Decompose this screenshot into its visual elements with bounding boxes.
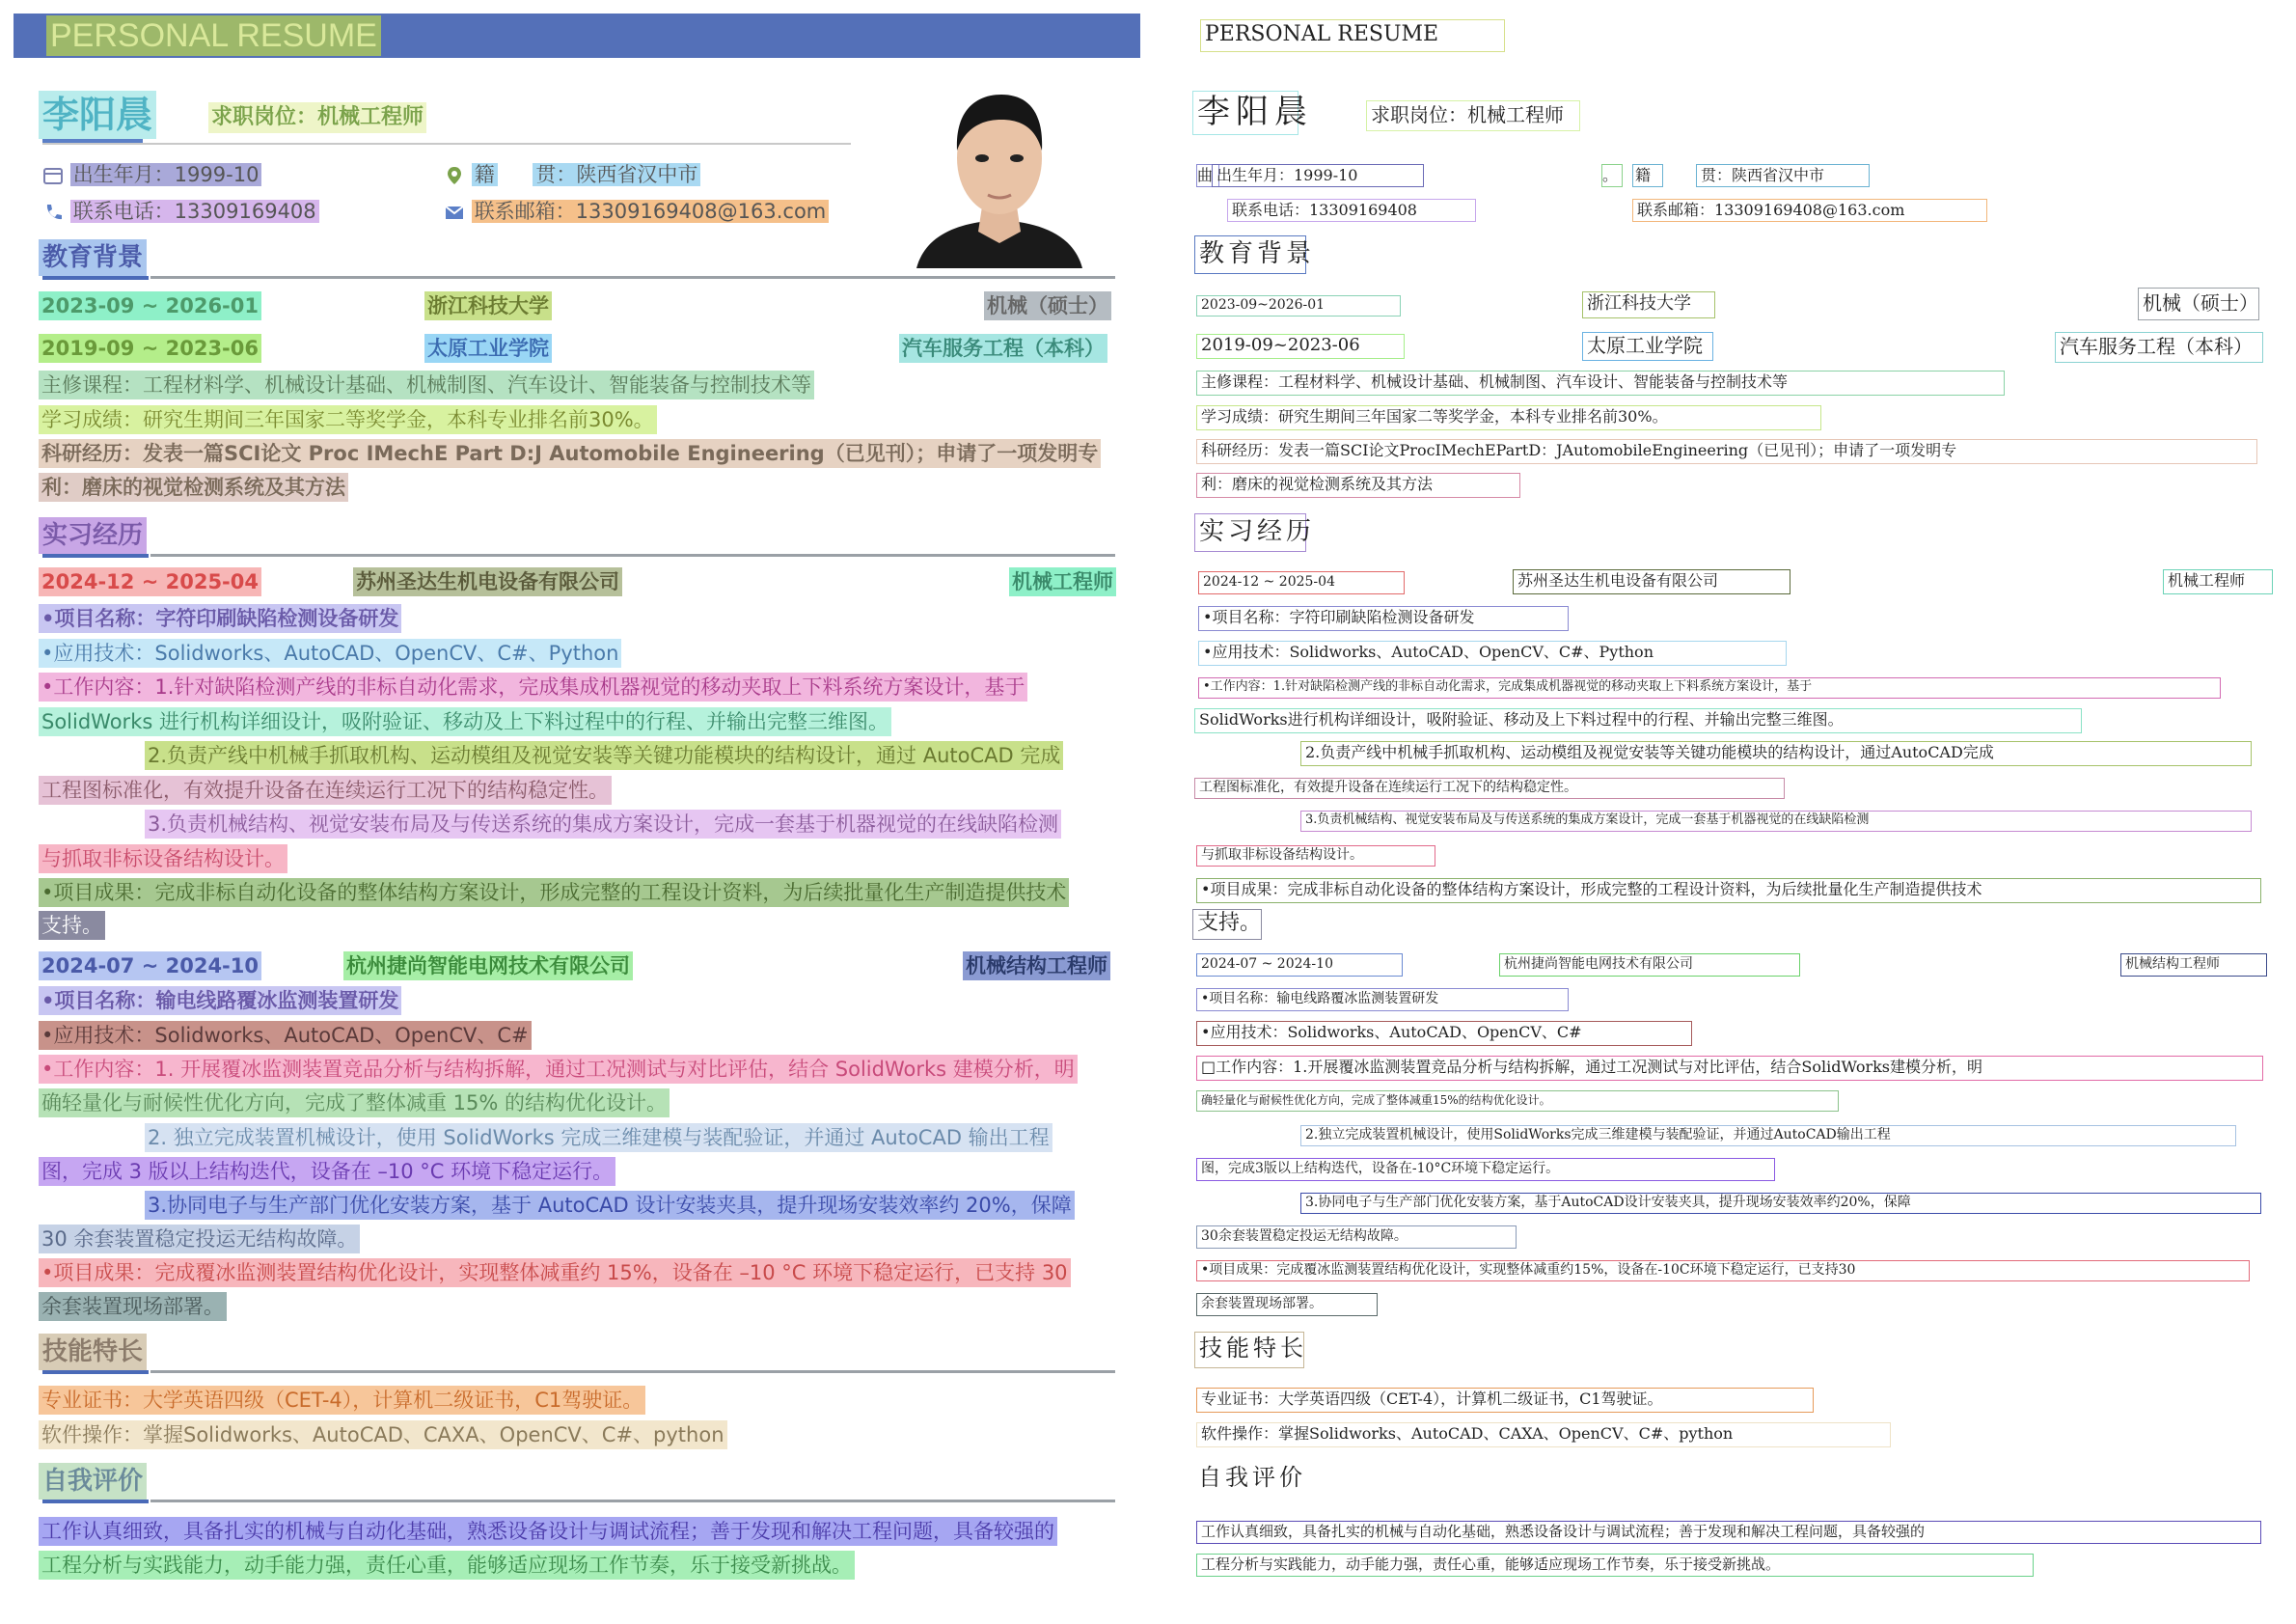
- job1-result-line2: 支持。: [39, 911, 105, 940]
- job2-work-line4: 图，完成 3 版以上结构迭代，设备在 –10 °C 环境下稳定运行。: [39, 1157, 615, 1186]
- calendar-icon: [42, 165, 64, 186]
- job1-project: •项目名称：字符印刷缺陷检测设备研发: [39, 604, 401, 633]
- r-eval-line2: 工程分析与实践能力，动手能力强，责任心重，能够适应现场工作节奏，乐于接受新挑战。: [1196, 1554, 2034, 1577]
- email-text: 联系邮箱：13309169408@163.com: [472, 200, 830, 223]
- r-eval-line1: 工作认真细致，具备扎实的机械与自动化基础，熟悉设备设计与调试流程；善于发现和解决工程问题，具备较强的: [1196, 1521, 2261, 1544]
- job2-work-line2: 确轻量化与耐候性优化方向，完成了整体减重 15% 的结构优化设计。: [39, 1088, 670, 1117]
- profile-position: 求职岗位：机械工程师: [208, 102, 426, 133]
- job2-work-line5: 3.协同电子与生产部门优化安装方案，基于 AutoCAD 设计安装夹具，提升现场安装效率约 20%，保障: [145, 1191, 1075, 1220]
- self-eval-line1: 工作认真细致，具备扎实的机械与自动化基础，熟悉设备设计与调试流程；善于发现和解决工程问题，具备较强的: [39, 1517, 1057, 1546]
- job1-work-line2: SolidWorks 进行机构详细设计，吸附验证、移动及上下料过程中的行程、并输出完整三维图。: [39, 707, 891, 736]
- job1-work-line4: 工程图标准化，有效提升设备在连续运行工况下的结构稳定性。: [39, 776, 612, 805]
- job2-project: •项目名称：输电线路覆冰监测装置研发: [39, 986, 401, 1015]
- job1-role: 机械工程师: [1009, 567, 1116, 596]
- edu-row2-school: 太原工业学院: [424, 334, 552, 363]
- email-row: [444, 197, 829, 226]
- r-edu-row1-school: 浙江科技大学: [1582, 291, 1715, 318]
- r-job1-work-line1: •工作内容：1.针对缺陷检测产线的非标自动化需求，完成集成机器视觉的移动夹取上下料系统方案设计，基于: [1198, 677, 2221, 699]
- profile-divider: [42, 143, 851, 145]
- r-native-value: 贯：陕西省汉中市: [1696, 164, 1870, 187]
- r-birth: 出生年月：1999-10: [1212, 164, 1424, 187]
- edu-courses: 主修课程：工程材料学、机械设计基础、机械制图、汽车设计、智能装备与控制技术等: [39, 371, 814, 399]
- r-job2-work-line5: 3.协同电子与生产部门优化安装方案，基于AutoCAD设计安装夹具，提升现场安装效率约20%，保障: [1300, 1193, 2261, 1214]
- r-skills-software: 软件操作：掌握Solidworks、AutoCAD、CAXA、OpenCV、C#、python: [1196, 1422, 1891, 1447]
- education-divider: [150, 276, 1115, 279]
- job1-company: 苏州圣达生机电设备有限公司: [353, 567, 622, 596]
- edu-row1-school: 浙江科技大学: [424, 291, 552, 320]
- skills-divider: [150, 1370, 1115, 1373]
- skills-title-bar: [42, 1370, 149, 1374]
- internship-divider: [150, 554, 1115, 557]
- education-title: 教育背景: [39, 239, 147, 276]
- self-eval-line2: 工程分析与实践能力，动手能力强，责任心重，能够适应现场工作节奏，乐于接受新挑战。: [39, 1551, 855, 1580]
- r-job1-result-line2: 支持。: [1192, 909, 1262, 940]
- job1-result-line1: •项目成果：完成非标自动化设备的整体结构方案设计，形成完整的工程设计资料，为后续批量化生产制造提供技术: [39, 878, 1069, 907]
- r-phone: 联系电话：13309169408: [1227, 199, 1476, 222]
- r-job2-work-line6: 30余套装置稳定投运无结构故障。: [1196, 1225, 1517, 1249]
- job1-work-line1: •工作内容：1.针对缺陷检测产线的非标自动化需求，完成集成机器视觉的移动夹取上下料系统方案设计，基于: [39, 673, 1027, 702]
- skills-software: 软件操作：掌握Solidworks、AutoCAD、CAXA、OpenCV、C#、python: [39, 1420, 727, 1449]
- r-skills-title: 技能特长: [1194, 1332, 1304, 1368]
- job2-period: 2024-07 ~ 2024-10: [39, 951, 261, 980]
- r-job1-company: 苏州圣达生机电设备有限公司: [1513, 569, 1790, 594]
- r-email: 联系邮箱：13309169408@163.com: [1632, 199, 1987, 222]
- r-job1-work-line5: 3.负责机械结构、视觉安装布局及与传送系统的集成方案设计，完成一套基于机器视觉的在线缺陷检测: [1300, 811, 2252, 832]
- edu-row2-major: 汽车服务工程（本科）: [899, 334, 1107, 363]
- job1-work-line5: 3.负责机械结构、视觉安装布局及与传送系统的集成方案设计，完成一套基于机器视觉的在线缺陷检测: [145, 810, 1061, 839]
- r-research-line2: 利：磨床的视觉检测系统及其方法: [1196, 473, 1520, 498]
- r-job2-result-line1: •项目成果：完成覆冰监测装置结构优化设计，实现整体减重约15%，设备在-10C环境下稳定运行，已支持30: [1196, 1260, 2250, 1281]
- r-job1-work-line4: 工程图标准化，有效提升设备在连续运行工况下的结构稳定性。: [1194, 778, 1785, 799]
- self-eval-title-bar: [42, 1500, 149, 1503]
- r-intern-title: 实习经历: [1194, 513, 1306, 552]
- r-job1-period: 2024-12 ~ 2025-04: [1198, 571, 1405, 594]
- r-job2-project: •项目名称：输电线路覆冰监测装置研发: [1196, 988, 1569, 1011]
- edu-achievements: 学习成绩：研究生期间三年国家二等奖学金，本科专业排名前30%。: [39, 405, 657, 434]
- r-job2-period: 2024-07 ~ 2024-10: [1196, 953, 1403, 977]
- r-job2-work-line3: 2.独立完成装置机械设计，使用SolidWorks完成三维建模与装配验证，并通过AutoCAD输出工程: [1300, 1125, 2236, 1146]
- mail-icon: [444, 202, 465, 223]
- r-job2-work-line4: 图，完成3版以上结构迭代，设备在-10°C环境下稳定运行。: [1196, 1158, 1775, 1181]
- banner-title: PERSONAL RESUME: [46, 15, 381, 56]
- job2-company: 杭州捷尚智能电网技术有限公司: [343, 951, 633, 980]
- r-courses: 主修课程：工程材料学、机械设计基础、机械制图、汽车设计、智能装备与控制技术等: [1196, 371, 2005, 396]
- profile-photo: [907, 62, 1092, 268]
- r-edu-title: 教育背景: [1194, 235, 1306, 274]
- r-job1-project: •项目名称：字符印刷缺陷检测设备研发: [1198, 606, 1569, 631]
- r-job2-work-line1: □工作内容：1.开展覆冰监测装置竞品分析与结构拆解，通过工况测试与对比评估，结合SolidWorks建模分析，明: [1196, 1056, 2263, 1081]
- job2-work-line3: 2. 独立完成装置机械设计，使用 SolidWorks 完成三维建模与装配验证，并通过 AutoCAD 输出工程: [145, 1123, 1052, 1152]
- r-job1-result-line1: •项目成果：完成非标自动化设备的整体结构方案设计，形成完整的工程设计资料，为后续批量化生产制造提供技术: [1196, 878, 2261, 903]
- education-title-bar: [42, 276, 149, 280]
- r-job2-result-line2: 余套装置现场部署。: [1196, 1293, 1378, 1316]
- birth-row: [42, 160, 261, 189]
- native-place-value: 贯：陕西省汉中市: [533, 163, 700, 186]
- r-native-label: 籍: [1632, 164, 1663, 187]
- r-edu-row2-school: 太原工业学院: [1582, 332, 1713, 361]
- job2-result-line1: •项目成果：完成覆冰监测装置结构优化设计，实现整体减重约 15%，设备在 –10 °C 环境下稳定运行，已支持 30: [39, 1258, 1071, 1287]
- r-job1-tech: •应用技术：Solidworks、AutoCAD、OpenCV、C#、Python: [1198, 641, 1787, 666]
- internship-title-bar: [42, 554, 149, 558]
- r-calendar-icon: 曲: [1196, 164, 1219, 187]
- job2-work-line6: 30 余套装置稳定投运无结构故障。: [39, 1225, 360, 1253]
- r-edu-row2-major: 汽车服务工程（本科）: [2055, 332, 2263, 363]
- r-banner: PERSONAL RESUME: [1200, 19, 1505, 52]
- r-achievements: 学习成绩：研究生期间三年国家二等奖学金，本科专业排名前30%。: [1196, 405, 1821, 430]
- internship-title: 实习经历: [39, 517, 147, 554]
- profile-name: 李阳晨: [39, 91, 156, 139]
- job1-work-line3: 2.负责产线中机械手抓取机构、运动模组及视觉安装等关键功能模块的结构设计，通过 AutoCAD 完成: [145, 741, 1063, 770]
- phone-row: [42, 197, 319, 226]
- self-eval-title: 自我评价: [39, 1463, 147, 1500]
- r-job1-work-line2: SolidWorks进行机构详细设计，吸附验证、移动及上下料过程中的行程、并输出完整三维图。: [1194, 708, 2082, 733]
- job1-tech: •应用技术：Solidworks、AutoCAD、OpenCV、C#、Python: [39, 639, 621, 668]
- r-job2-company: 杭州捷尚智能电网技术有限公司: [1499, 953, 1800, 977]
- r-edu-row2-period: 2019-09~2023-06: [1196, 334, 1405, 359]
- job2-work-line1: •工作内容：1. 开展覆冰监测装置竞品分析与结构拆解，通过工况测试与对比评估，结合 SolidWorks 建模分析，明: [39, 1055, 1078, 1084]
- r-edu-row1-period: 2023-09~2026-01: [1196, 295, 1401, 317]
- job1-period: 2024-12 ~ 2025-04: [39, 567, 261, 596]
- r-location-icon: 。: [1601, 164, 1623, 187]
- native-place-label: 籍: [472, 163, 498, 186]
- job1-work-line6: 与抓取非标设备结构设计。: [39, 844, 287, 873]
- r-research-line1: 科研经历：发表一篇SCI论文ProcIMechEPartD：JAutomobileEngineering（已见刊）；申请了一项发明专: [1196, 439, 2257, 464]
- edu-row1-major: 机械（硕士）: [984, 291, 1111, 320]
- job2-role: 机械结构工程师: [963, 951, 1110, 980]
- r-edu-row1-major: 机械（硕士）: [2138, 288, 2259, 320]
- r-job2-role: 机械结构工程师: [2120, 953, 2267, 977]
- native-place-row: [444, 160, 700, 189]
- r-job1-work-line6: 与抓取非标设备结构设计。: [1196, 845, 1435, 867]
- skills-cert: 专业证书：大学英语四级（CET-4），计算机二级证书，C1驾驶证。: [39, 1386, 645, 1415]
- r-job1-role: 机械工程师: [2163, 569, 2273, 594]
- r-job2-work-line2: 确轻量化与耐候性优化方向，完成了整体减重15%的结构优化设计。: [1196, 1090, 1839, 1112]
- edu-row1-period: 2023-09 ~ 2026-01: [39, 291, 261, 320]
- edu-research-line2: 利：磨床的视觉检测系统及其方法: [39, 473, 348, 502]
- r-skills-cert: 专业证书：大学英语四级（CET-4），计算机二级证书，C1驾驶证。: [1196, 1388, 1814, 1413]
- self-eval-divider: [150, 1500, 1115, 1502]
- job2-tech: •应用技术：Solidworks、AutoCAD、OpenCV、C#: [39, 1021, 532, 1050]
- birth-text: 出生年月：1999-10: [70, 163, 262, 186]
- edu-row2-period: 2019-09 ~ 2023-06: [39, 334, 261, 363]
- skills-title: 技能特长: [39, 1334, 147, 1370]
- r-job2-tech: •应用技术：Solidworks、AutoCAD、OpenCV、C#: [1196, 1021, 1692, 1046]
- r-job1-work-line3: 2.负责产线中机械手抓取机构、运动模组及视觉安装等关键功能模块的结构设计，通过AutoCAD完成: [1300, 741, 2252, 766]
- r-name: 李阳晨: [1192, 91, 1298, 135]
- edu-research-line1: 科研经历：发表一篇SCI论文 Proc IMechE Part D:J Automobile Engineering（已见刊）；申请了一项发明专: [39, 439, 1101, 468]
- phone-icon: [42, 202, 64, 223]
- location-icon: [444, 165, 465, 186]
- r-position: 求职岗位：机械工程师: [1366, 100, 1580, 131]
- job2-result-line2: 余套装置现场部署。: [39, 1292, 227, 1321]
- phone-text: 联系电话：13309169408: [70, 200, 319, 223]
- r-eval-title: 自我评价: [1198, 1464, 1306, 1491]
